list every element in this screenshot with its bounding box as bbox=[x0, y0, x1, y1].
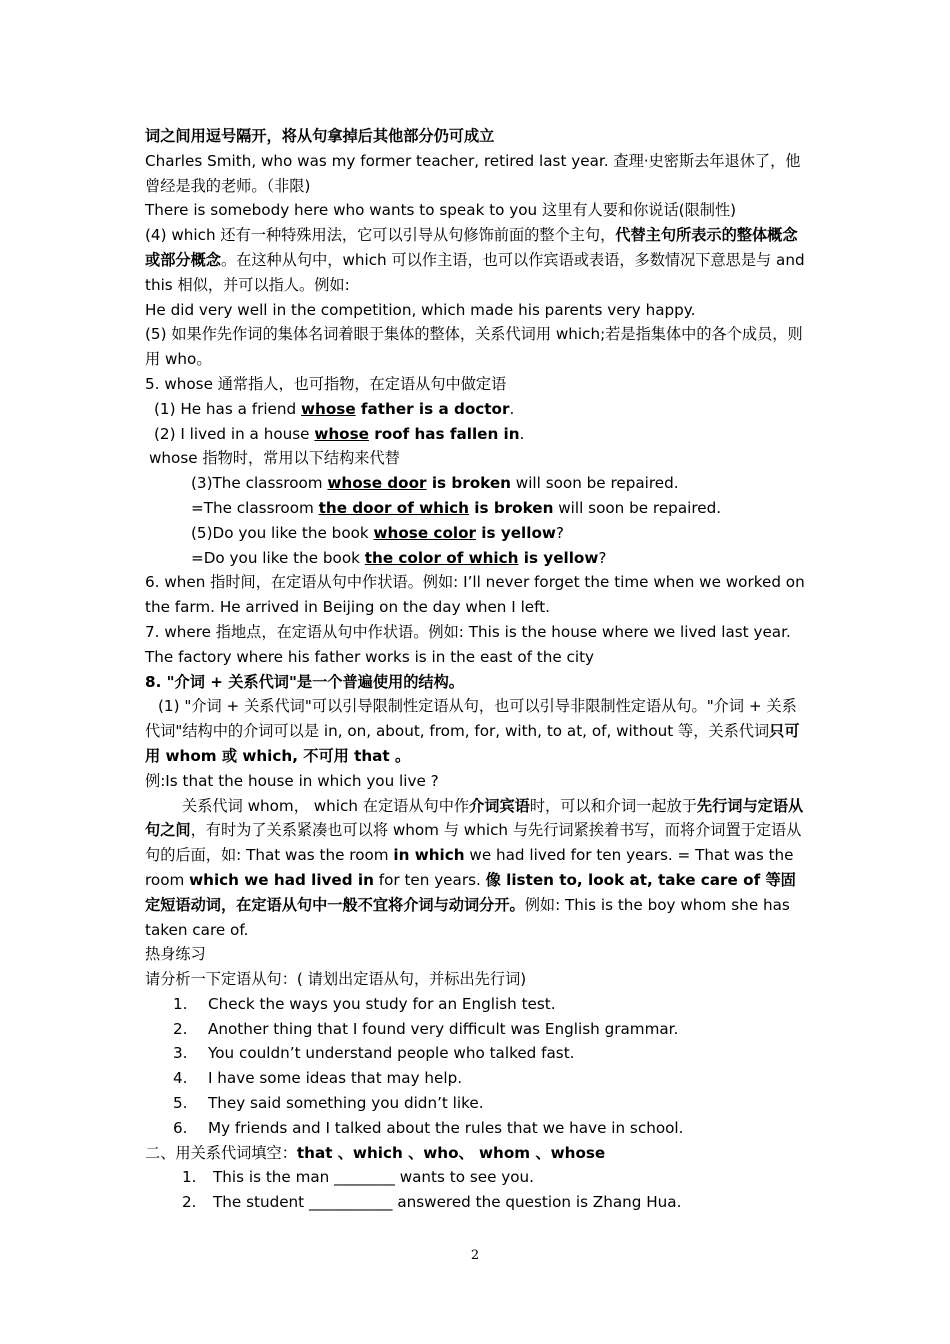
text-line: whose 指物时，常用以下结构来代替 bbox=[149, 449, 400, 468]
text-line: 5. whose 通常指人，也可指物，在定语从句中做定语 bbox=[145, 374, 507, 393]
page-number: 2 bbox=[470, 1248, 480, 1263]
paragraph-prep: (1) "介词 + 关系代词"可以引导限制性定语从句，也可以引导非限制性定语从句。"介词 + 关系代词"结构中的介词可以是 in, on, about, from, for, with, to at, of, without 等，关系代词只可用 whom 或 which, 不可用 that 。 bbox=[145, 697, 800, 765]
paragraph-which-usage: (4) which 还有一种特殊用法，它可以引导从句修饰前面的整个主句，代替主句所表示的整体概念或部分概念。在这种从句中，which 可以作主语，也可以作宾语或表语，多数情况下意思是与 and this 相似，并可以指人。例如: bbox=[145, 226, 805, 294]
section-heading: 8. "介词 + 关系代词"是一个普遍使用的结构。 bbox=[145, 672, 464, 691]
task-instruction: 二、用关系代词填空：that 、which 、who、 whom 、whose bbox=[145, 1143, 606, 1162]
text-line: (5) 如果作先作词的集体名词着眼于集体的整体，关系代词用 which;若是指集体中的各个成员，则用 who。 bbox=[145, 325, 803, 369]
task-instruction: 请分析一下定语从句：( 请划出定语从句，并标出先行词) bbox=[145, 970, 527, 989]
exercise-list-1 bbox=[145, 992, 810, 1141]
text-line: 例:Is that the house in which you live ? bbox=[145, 771, 439, 790]
list-item: 2. The student ___________ answered the question is Zhang Hua. bbox=[182, 1193, 682, 1212]
text-line: 7. where 指地点，在定语从句中作状语。例如: This is the house where we lived last year. The factory where his father works is in the east of the city bbox=[145, 622, 791, 666]
list-item: 1. Check the ways you study for an English test. bbox=[173, 994, 556, 1013]
list-item: 2. Another thing that I found very difficult was English grammar. bbox=[173, 1019, 679, 1038]
text-line: He did very well in the competition, which made his parents very happy. bbox=[145, 300, 696, 319]
example-line: (3)The classroom whose door is broken will soon be repaired. bbox=[191, 474, 679, 493]
text-line: There is somebody here who wants to speak to you 这里有人要和你说话(限制性) bbox=[145, 201, 737, 220]
list-item: 1. This is the man ________ wants to see you. bbox=[182, 1168, 534, 1187]
example-line: (2) I lived in a house whose roof has fallen in. bbox=[154, 424, 525, 443]
exercise-list-2 bbox=[145, 1165, 810, 1215]
heading-line: 词之间用逗号隔开，将从句拿掉后其他部分仍可成立 bbox=[145, 127, 495, 145]
list-item: 5. They said something you didn’t like. bbox=[173, 1094, 484, 1113]
section-heading: 热身练习 bbox=[145, 945, 206, 964]
page-content bbox=[145, 124, 810, 1215]
text-line: 6. when 指时间，在定语从句中作状语。例如: I’ll never forget the time when we worked on the farm. He arrived in Beijing on the day when I left. bbox=[145, 573, 805, 617]
list-item: 4. I have some ideas that may help. bbox=[173, 1069, 463, 1088]
example-line: (5)Do you like the book whose color is yellow? bbox=[191, 523, 564, 542]
text-line: Charles Smith, who was my former teacher, retired last year. 查理·史密斯去年退休了，他曾经是我的老师。（非限) bbox=[145, 151, 801, 195]
list-item: 6. My friends and I talked about the rules that we have in school. bbox=[173, 1118, 684, 1137]
list-item: 3. You couldn’t understand people who talked fast. bbox=[173, 1044, 575, 1063]
paragraph-whom-which: 关系代词 whom， which 在定语从句中作介词宾语时，可以和介词一起放于先行词与定语从句之间，有时为了关系紧凑也可以将 whom 与 which 与先行词紧挨着书写，而将介词置于定语从句的后面，如: That was the room in which we had lived for ten years. = That was the room which we had lived in for ten years. 像 listen to, look at, take care of 等固定短语动词，在定语从句中一般不宜将介词与动词分开。例如: This is the boy whom she has taken care of. bbox=[145, 796, 804, 939]
example-line: (1) He has a friend whose father is a doctor. bbox=[154, 399, 515, 418]
example-line: =The classroom the door of which is broken will soon be repaired. bbox=[191, 498, 722, 517]
example-line: =Do you like the book the color of which is yellow? bbox=[191, 548, 607, 567]
